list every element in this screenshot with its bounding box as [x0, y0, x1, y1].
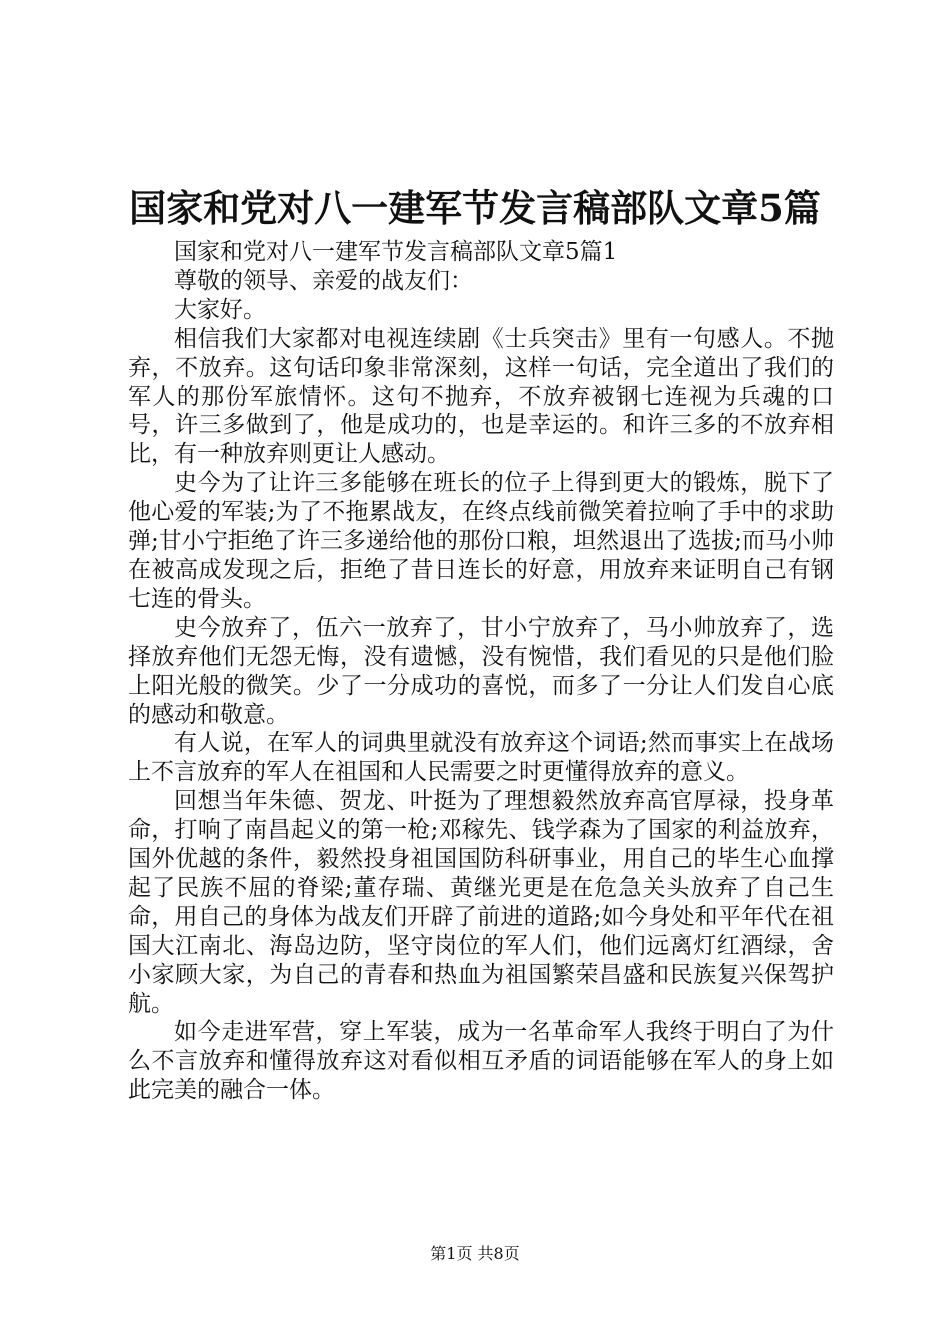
paragraph-salutation: 尊敬的领导、亲爱的战友们：: [174, 267, 473, 294]
page-number-footer: 第1页 共8页: [430, 1244, 520, 1263]
paragraph-body: 有人说，在军人的词典里就没有放弃这个词语;然而事实上在战场上不言放弃的军人在祖国和人民需要之时更懂得放弃的意义。: [128, 730, 834, 786]
paragraph-body: 相信我们大家都对电视连续剧《士兵突击》里有一句感人。不抛弃，不放弃。这句话印象非常深刻，这样一句话，完全道出了我们的军人的那份军旅情怀。这句不抛弃，不放弃被钢七连视为兵魂的口号，许三多做到了，他是成功的，也是幸运的。和许三多的不放弃相比，有一种放弃则更让人感动。: [128, 325, 834, 468]
document-body: [128, 238, 834, 1105]
paragraph-subtitle: 国家和党对八一建军节发言稿部队文章5篇1: [174, 239, 618, 265]
paragraph-body: 回想当年朱德、贺龙、叶挺为了理想毅然放弃高官厚禄，投身革命，打响了南昌起义的第一枪;邓稼先、钱学森为了国家的利益放弃，国外优越的条件，毅然投身祖国国防科研事业，用自己的毕生心血撑起了民族不屈的脊梁;董存瑞、黄继光更是在危急关头放弃了自己生命，用自己的身体为战友们开辟了前进的道路;如今身处和平年代在祖国大江南北、海岛边防，坚守岗位的军人们，他们远离灯红酒绿，舍小家顾大家，为自己的青春和热血为祖国繁荣昌盛和民族复兴保驾护航。: [128, 788, 834, 1017]
paragraph-body: 史今放弃了，伍六一放弃了，甘小宁放弃了，马小帅放弃了，选择放弃他们无怨无悔，没有遗憾，没有惋惜，我们看见的只是他们脸上阳光般的微笑。少了一分成功的喜悦，而多了一分让人们发自心底的感动和敬意。: [128, 614, 834, 728]
document-title: 国家和党对八一建军节发言稿部队文章5篇: [129, 186, 821, 230]
paragraph-body: 史今为了让许三多能够在班长的位子上得到更大的锻炼，脱下了他心爱的军装;为了不拖累战友，在终点线前微笑着拉响了手中的求助弹;甘小宁拒绝了许三多递给他的那份口粮，坦然退出了选拔;而马小帅在被高成发现之后，拒绝了昔日连长的好意，用放弃来证明自己有钢七连的骨头。: [128, 470, 834, 612]
paragraph-body: 如今走进军营，穿上军装，成为一名革命军人我终于明白了为什么不言放弃和懂得放弃这对看似相互矛盾的词语能够在军人的身上如此完美的融合一体。: [128, 1019, 834, 1104]
paragraph-greeting: 大家好。: [174, 296, 266, 323]
